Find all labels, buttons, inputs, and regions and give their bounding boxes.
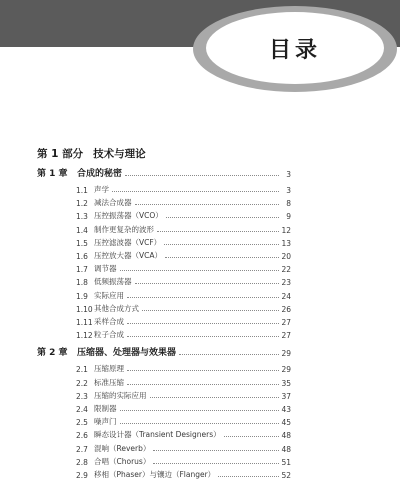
- toc-entry-title: 调节器: [94, 264, 117, 274]
- toc-leader-dots: [135, 283, 280, 284]
- toc-leader-dots: [166, 217, 279, 218]
- toc-leader-dots: [164, 244, 279, 245]
- toc-entry-title: 其他合成方式: [94, 303, 139, 313]
- toc-leader-dots: [127, 370, 279, 371]
- toc-entry-title: 粒子合成: [94, 330, 124, 340]
- toc-entry-title: 限制器: [94, 404, 117, 413]
- toc-entry-number: 1.8: [76, 278, 88, 288]
- toc-entry-title: 混响（Reverb）: [94, 443, 151, 453]
- toc-entry: [76, 301, 291, 314]
- toc-entry-title: 瞬态设计器（Transient Designers）: [94, 430, 221, 440]
- toc-entry: [76, 327, 291, 340]
- toc-entry-page: 37: [281, 391, 291, 401]
- toc-entry: [76, 454, 291, 467]
- toc-entry-number: 2.7: [76, 444, 88, 454]
- toc-entry-page: 13: [281, 238, 291, 248]
- toc-entry-number: 2.1: [76, 365, 88, 375]
- toc-entry-number: 2.9: [76, 471, 88, 480]
- toc-entry-page: 20: [281, 252, 291, 261]
- toc-entry-page: 27: [281, 331, 291, 341]
- toc-entry-number: 第 1 章: [37, 169, 68, 179]
- toc-entry-title: 声学: [94, 185, 109, 194]
- toc-entry-number: 1.6: [76, 252, 88, 261]
- page-title: 目录: [268, 37, 321, 63]
- toc-entry: [76, 427, 291, 440]
- toc-leader-dots: [142, 310, 279, 311]
- part-label: 第 1 部分: [37, 148, 84, 160]
- toc-entry-number: 1.3: [76, 212, 88, 222]
- toc-leader-dots: [150, 397, 280, 398]
- toc-leader-dots: [157, 231, 279, 232]
- toc-leader-dots: [127, 384, 279, 385]
- toc-entry-number: 2.3: [76, 391, 88, 401]
- toc-entry-page: 35: [281, 378, 291, 388]
- toc-entry-page: 51: [281, 457, 291, 467]
- toc-entry: [76, 235, 291, 248]
- toc-leader-dots: [120, 410, 280, 411]
- toc-entry-number: 1.12: [76, 331, 93, 341]
- toc-entry-number: 2.2: [76, 378, 88, 388]
- toc-entry-number: 1.10: [76, 304, 93, 314]
- toc-entry: [76, 361, 291, 374]
- toc-entry-number: 1.2: [76, 199, 88, 209]
- toc-leader-dots: [224, 436, 279, 437]
- toc-entry-number: 第 2 章: [37, 348, 68, 359]
- toc-chapter: [37, 345, 291, 358]
- toc-entry-number: 1.5: [76, 238, 88, 248]
- toc-entry-page: 29: [281, 349, 291, 359]
- toc-entry: [76, 375, 291, 388]
- toc-entry-number: 1.1: [76, 186, 88, 195]
- toc-entry-title: 低频振荡器: [94, 277, 132, 287]
- toc-entry-page: 27: [281, 318, 291, 327]
- toc-entry-number: 2.8: [76, 457, 88, 467]
- toc-entry-number: 2.5: [76, 418, 88, 428]
- toc-entry: [76, 208, 291, 221]
- toc-entry-title: 制作更复杂的波形: [94, 224, 154, 234]
- toc-entry: [76, 441, 291, 454]
- toc-entry-page: 48: [281, 431, 291, 441]
- toc-leader-dots: [120, 270, 280, 271]
- toc-entry-title: 压控滤波器（VCF）: [94, 237, 162, 247]
- toc-entry-title: 移相（Phaser）与镶边（Flanger）: [94, 470, 216, 479]
- toc-leader-dots: [125, 175, 279, 176]
- toc-entry-page: 23: [281, 278, 291, 288]
- toc-entry-page: 43: [281, 405, 291, 414]
- toc-entry: [76, 414, 291, 427]
- toc-leader-dots: [153, 450, 279, 451]
- toc-entry-page: 45: [281, 418, 291, 428]
- toc-entry-title: 噪声门: [94, 417, 117, 427]
- toc-entry-page: 52: [281, 471, 291, 480]
- toc-entry-title: 压缩原理: [94, 364, 124, 374]
- toc-entry: [76, 314, 291, 327]
- toc-entry-title: 压缩器、处理器与效果器: [77, 348, 177, 359]
- toc-entry: [76, 182, 291, 195]
- toc-entry: [76, 222, 291, 235]
- toc-entry-page: 29: [281, 365, 291, 375]
- toc-entry-number: 1.11: [76, 318, 93, 327]
- toc-entry-page: 22: [281, 265, 291, 275]
- toc-entry-page: 26: [281, 304, 291, 314]
- toc-entry-title: 减法合成器: [94, 198, 132, 208]
- toc-entry-title: 合唱（Chorus）: [94, 456, 151, 466]
- toc-leader-dots: [135, 204, 280, 205]
- toc-entry-number: 1.7: [76, 265, 88, 275]
- toc-leader-dots: [153, 463, 279, 464]
- part-title: 技术与理论: [93, 148, 146, 160]
- toc-entry-page: 3: [286, 186, 291, 195]
- toc-entry-number: 1.9: [76, 291, 88, 301]
- toc-entry-title: 压控放大器（VCA）: [94, 251, 162, 260]
- toc-entry-title: 采样合成: [94, 317, 124, 326]
- toc-entry-page: 8: [286, 199, 291, 209]
- toc-entry: [76, 274, 291, 287]
- toc-leader-dots: [112, 191, 279, 192]
- toc-chapter: [37, 166, 291, 179]
- toc-entry: [76, 401, 291, 414]
- toc-entry-number: 1.4: [76, 225, 88, 235]
- toc-leader-dots: [165, 257, 279, 258]
- toc-entry: [76, 261, 291, 274]
- toc-entry-page: 48: [281, 444, 291, 454]
- toc-leader-dots: [127, 336, 279, 337]
- toc-entry-title: 合成的秘密: [77, 169, 123, 179]
- toc-entry-title: 标准压缩: [94, 377, 124, 387]
- toc-entry-title: 压缩的实际应用: [94, 390, 147, 400]
- toc-entry-number: 2.4: [76, 405, 88, 414]
- toc-entry-title: 压控振荡器（VCO）: [94, 211, 163, 221]
- toc-leader-dots: [179, 354, 279, 355]
- toc-entry: [76, 388, 291, 401]
- toc-entry-title: 实际应用: [94, 290, 124, 300]
- toc-leader-dots: [127, 297, 279, 298]
- toc-leader-dots: [127, 323, 279, 324]
- toc-entry: [76, 288, 291, 301]
- toc-entry-page: 9: [286, 212, 291, 222]
- toc-entry-page: 3: [286, 170, 291, 179]
- toc-leader-dots: [120, 423, 280, 424]
- toc-entry-number: 2.6: [76, 431, 88, 441]
- toc-leader-dots: [218, 476, 279, 477]
- toc-entry: [76, 248, 291, 261]
- toc-entry: [76, 467, 291, 480]
- toc-entry: [76, 195, 291, 208]
- toc-entry-page: 12: [281, 225, 291, 235]
- toc-entry-page: 24: [281, 291, 291, 301]
